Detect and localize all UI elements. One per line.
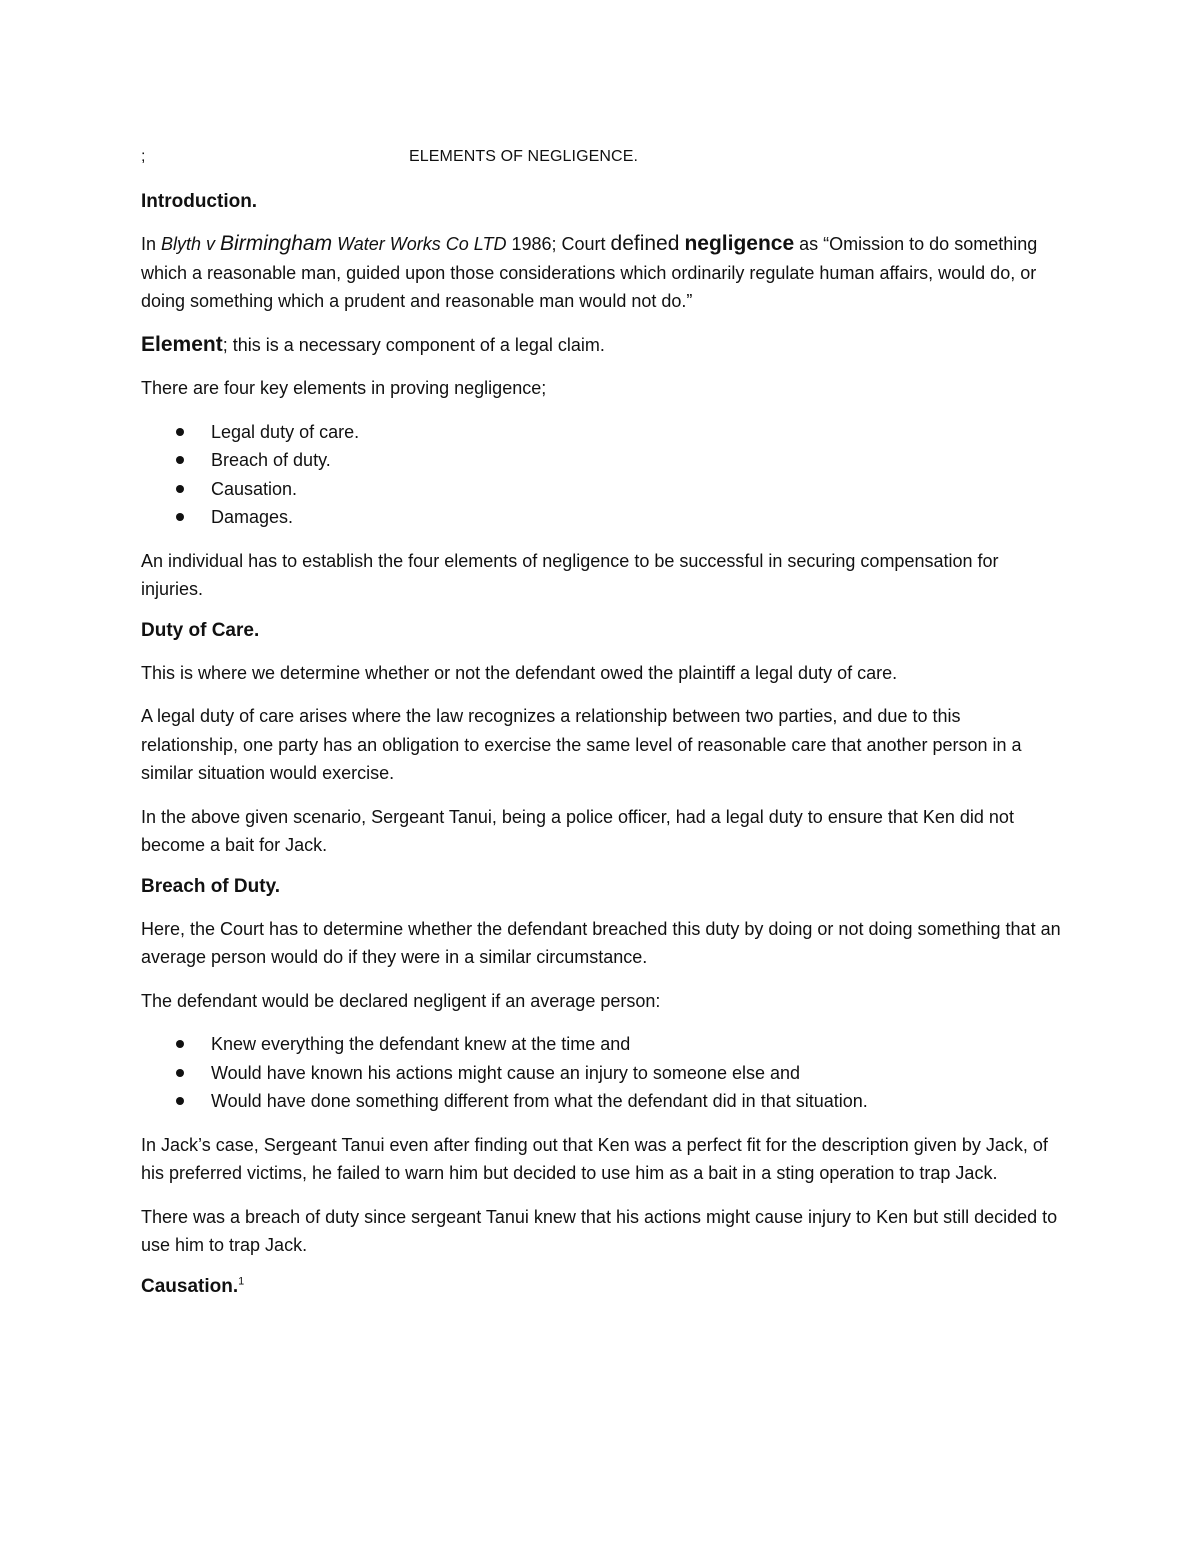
list-item-text: Damages. bbox=[211, 507, 294, 527]
word-element: Element bbox=[141, 332, 223, 356]
element-definition-paragraph bbox=[141, 331, 1061, 360]
bullet-icon bbox=[176, 1069, 184, 1077]
list-item bbox=[141, 1087, 1061, 1116]
bullet-icon bbox=[176, 485, 184, 493]
duty-of-care-paragraph-3: In the above given scenario, Sergeant Tanui, being a police officer, had a legal duty to ensure that Ken did not become a bait for Jack. bbox=[141, 806, 1014, 855]
heading-duty-of-care: Duty of Care. bbox=[141, 619, 260, 641]
bullet-icon bbox=[176, 1097, 184, 1105]
case-name-part-c: Water Works Co LTD bbox=[332, 234, 507, 254]
case-name-part-a: Blyth v bbox=[161, 234, 221, 254]
case-name-part-b: Birmingham bbox=[220, 232, 333, 255]
list-item bbox=[141, 1030, 1061, 1059]
definition-quote: as “Omission to do something which a reasonable man, guided upon those considerations which ordinarily regulate human affairs, would do, or doing something which a prudent and reasonable man would not do.” bbox=[141, 234, 1038, 311]
list-item-text: Causation. bbox=[211, 478, 298, 499]
average-person-list bbox=[141, 1030, 1061, 1116]
case-year: 1986; Court bbox=[506, 234, 611, 254]
heading-causation bbox=[141, 1275, 1061, 1299]
bullet-icon bbox=[176, 513, 184, 521]
list-item bbox=[141, 475, 1061, 504]
title-row bbox=[141, 146, 1061, 170]
breach-paragraph-2: The defendant would be declared negligent if an average person: bbox=[141, 990, 661, 1011]
leading-semicolon: ; bbox=[141, 148, 146, 165]
causation-heading-text: Causation. bbox=[141, 1275, 239, 1297]
establish-elements-paragraph: An individual has to establish the four elements of negligence to be successful in securing compensation for injuries. bbox=[141, 550, 999, 599]
intro-definition-paragraph bbox=[141, 230, 1061, 316]
word-defined: defined bbox=[610, 232, 680, 255]
list-item bbox=[141, 503, 1061, 532]
bullet-icon bbox=[176, 456, 184, 464]
text-in: In bbox=[141, 234, 162, 254]
list-item-text: Would have known his actions might cause an injury to someone else and bbox=[211, 1062, 801, 1083]
element-definition-text: ; this is a necessary component of a legal claim. bbox=[222, 334, 605, 355]
breach-paragraph-4: There was a breach of duty since sergeant Tanui knew that his actions might cause injury to Ken but still decided to use him to trap Jack. bbox=[141, 1206, 1058, 1255]
word-negligence: negligence bbox=[684, 232, 795, 255]
bullet-icon bbox=[176, 428, 184, 436]
elements-list bbox=[141, 418, 1061, 532]
document-page bbox=[141, 146, 1061, 1315]
footnote-reference[interactable]: 1 bbox=[238, 1275, 245, 1288]
heading-introduction: Introduction. bbox=[141, 191, 258, 212]
list-item bbox=[141, 418, 1061, 447]
list-item-text: Knew everything the defendant knew at the time and bbox=[211, 1034, 631, 1054]
list-item-text: Breach of duty. bbox=[211, 450, 331, 470]
duty-of-care-paragraph-1: This is where we determine whether or not the defendant owed the plaintiff a legal duty of care. bbox=[141, 662, 898, 683]
four-elements-intro: There are four key elements in proving negligence; bbox=[141, 378, 547, 398]
list-item-text: Would have done something different from what the defendant did in that situation. bbox=[211, 1091, 868, 1111]
heading-breach-of-duty: Breach of Duty. bbox=[141, 875, 281, 897]
duty-of-care-paragraph-2: A legal duty of care arises where the law recognizes a relationship between two parties, and due to this relationship, one party has an obligation to exercise the same level of reasonable care that another person in a similar situation would exercise. bbox=[141, 706, 1022, 783]
document-title: ELEMENTS OF NEGLIGENCE. bbox=[409, 148, 639, 165]
breach-paragraph-1: Here, the Court has to determine whether the defendant breached this duty by doing or not doing something that an average person would do if they were in a similar circumstance. bbox=[141, 918, 1061, 967]
list-item bbox=[141, 446, 1061, 475]
breach-paragraph-3: In Jack’s case, Sergeant Tanui even after finding out that Ken was a perfect fit for the description given by Jack, of his preferred victims, he failed to warn him but decided to use him as a bait in a sting operation to trap Jack. bbox=[141, 1134, 1048, 1183]
list-item bbox=[141, 1059, 1061, 1088]
list-item-text: Legal duty of care. bbox=[211, 421, 360, 442]
bullet-icon bbox=[176, 1040, 184, 1048]
